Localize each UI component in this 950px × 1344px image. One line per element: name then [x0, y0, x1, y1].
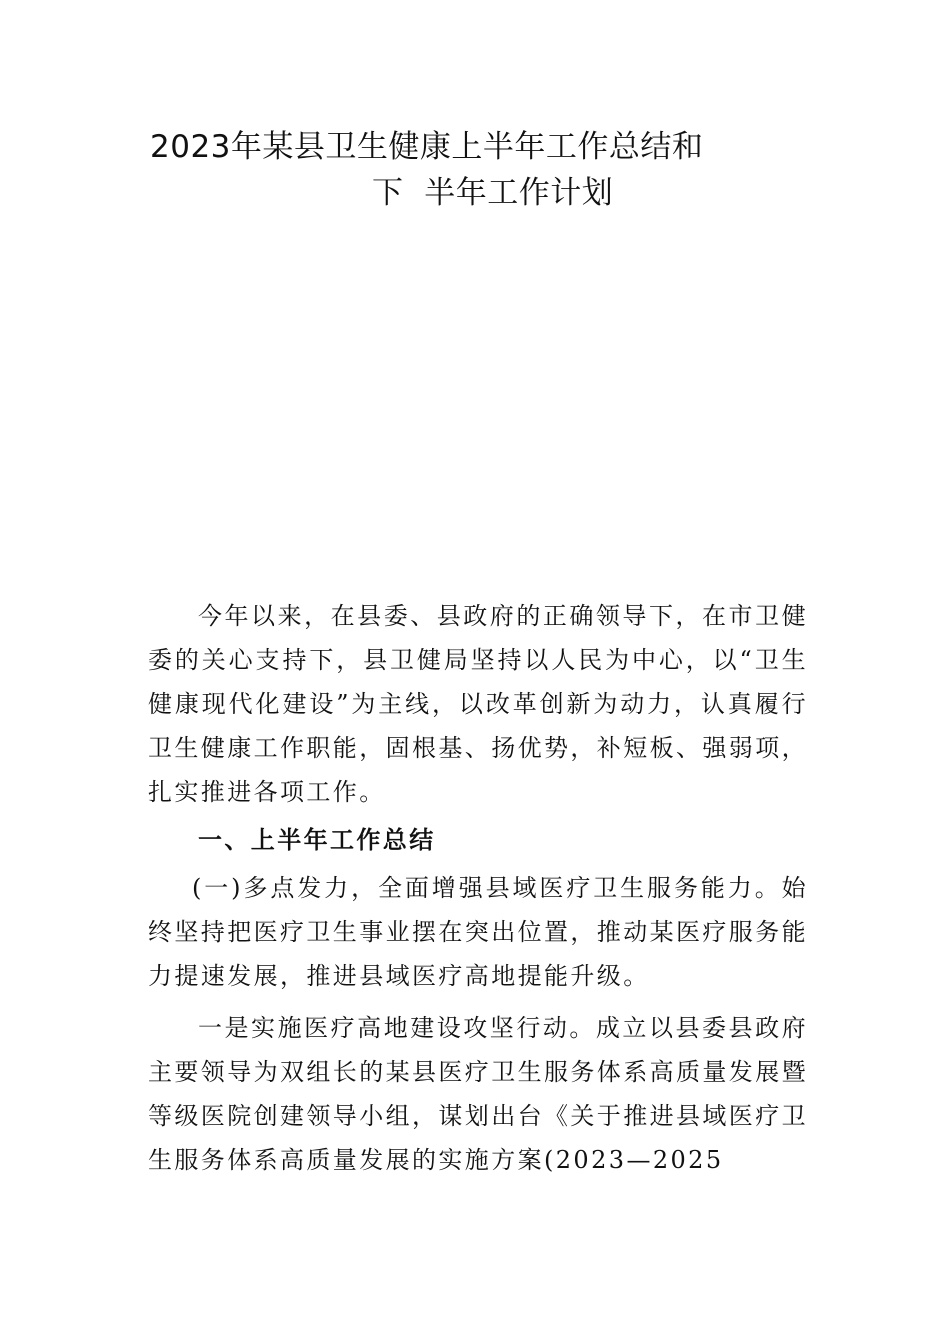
subsection-paragraph-1: (一)多点发力，全面增强县域医疗卫生服务能力。始终坚持把医疗卫生事业摆在突出位置，推动某医疗服务能力提速发展，推进县域医疗高地提能升级。: [148, 874, 808, 990]
document-title: [150, 124, 790, 216]
intro-paragraph: 今年以来，在县委、县政府的正确领导下，在市卫健委的关心支持下，县卫健局坚持以人民为中心，以“卫生健康现代化建设”为主线，以改革创新为动力，认真履行卫生健康工作职能，固根基、扬优势，补短板、强弱项，扎实推进各项工作。: [148, 602, 808, 806]
document-body: [148, 594, 808, 1182]
title-line-1: 2023年某县卫生健康上半年工作总结和: [150, 129, 704, 165]
title-line-2: 下 半年工作计划: [372, 175, 614, 211]
item-paragraph-1: 一是实施医疗高地建设攻坚行动。成立以县委县政府主要领导为双组长的某县医疗卫生服务体系高质量发展暨等级医院创建领导小组，谋划出台《关于推进县域医疗卫生服务体系高质量发展的实施方案(2023—2025: [148, 1014, 808, 1174]
section-heading-1: 一、上半年工作总结: [198, 825, 436, 854]
